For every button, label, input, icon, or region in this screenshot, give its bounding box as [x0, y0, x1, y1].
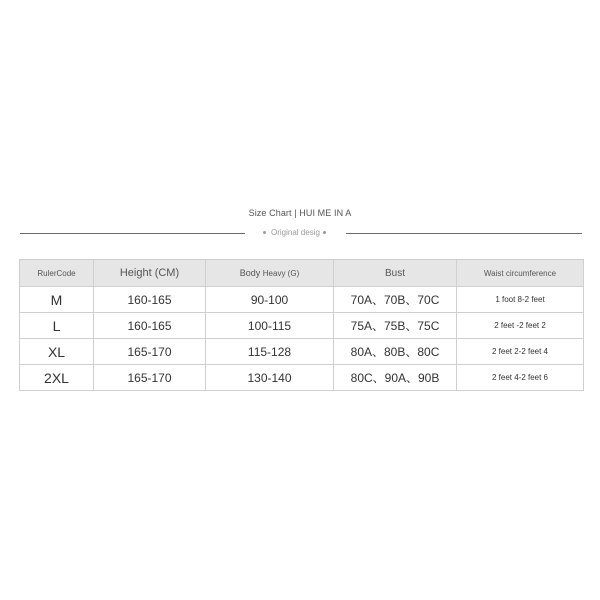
- divider-right: [346, 233, 582, 234]
- cell-bust: 75A、75B、75C: [334, 313, 457, 339]
- cell-code: L: [20, 313, 94, 339]
- cell-bust: 80A、80B、80C: [334, 339, 457, 365]
- page-title: Size Chart | HUI ME IN A: [248, 208, 352, 218]
- bullet-dot-icon: [263, 231, 266, 234]
- cell-bust: 80C、90A、90B: [334, 365, 457, 391]
- column-header-weight-a: Body: [239, 268, 261, 278]
- cell-height: 160-165: [94, 287, 206, 313]
- cell-waist: 2 feet 2-2 feet 4: [457, 339, 584, 365]
- cell-code: M: [20, 287, 94, 313]
- column-header-weight-b: Heavy (G): [262, 269, 300, 278]
- cell-weight: 130-140: [206, 365, 334, 391]
- column-header-code: RulerCode: [20, 260, 94, 287]
- column-header-waist: Waist circumference: [457, 260, 584, 287]
- cell-height: 160-165: [94, 313, 206, 339]
- size-table: [19, 259, 584, 391]
- table-row: [20, 365, 584, 391]
- cell-waist: 1 foot 8-2 feet: [457, 287, 584, 313]
- cell-code: 2XL: [20, 365, 94, 391]
- cell-bust: 70A、70B、70C: [334, 287, 457, 313]
- cell-weight: 100-115: [206, 313, 334, 339]
- table-row: [20, 287, 584, 313]
- divider-left: [20, 233, 245, 234]
- cell-code: XL: [20, 339, 94, 365]
- bullet-dot-icon: [323, 231, 326, 234]
- column-header-bust: Bust: [334, 260, 457, 287]
- column-header-height: Height (CM): [94, 260, 206, 287]
- table-header-row: [20, 260, 584, 287]
- cell-waist: 2 feet 4-2 feet 6: [457, 365, 584, 391]
- cell-weight: 90-100: [206, 287, 334, 313]
- subtitle-row: [255, 228, 345, 237]
- page-subtitle: Original desig: [271, 228, 320, 237]
- cell-height: 165-170: [94, 365, 206, 391]
- cell-weight: 115-128: [206, 339, 334, 365]
- table-row: [20, 313, 584, 339]
- cell-waist: 2 feet -2 feet 2: [457, 313, 584, 339]
- column-header-weight: [206, 260, 334, 287]
- table-row: [20, 339, 584, 365]
- cell-height: 165-170: [94, 339, 206, 365]
